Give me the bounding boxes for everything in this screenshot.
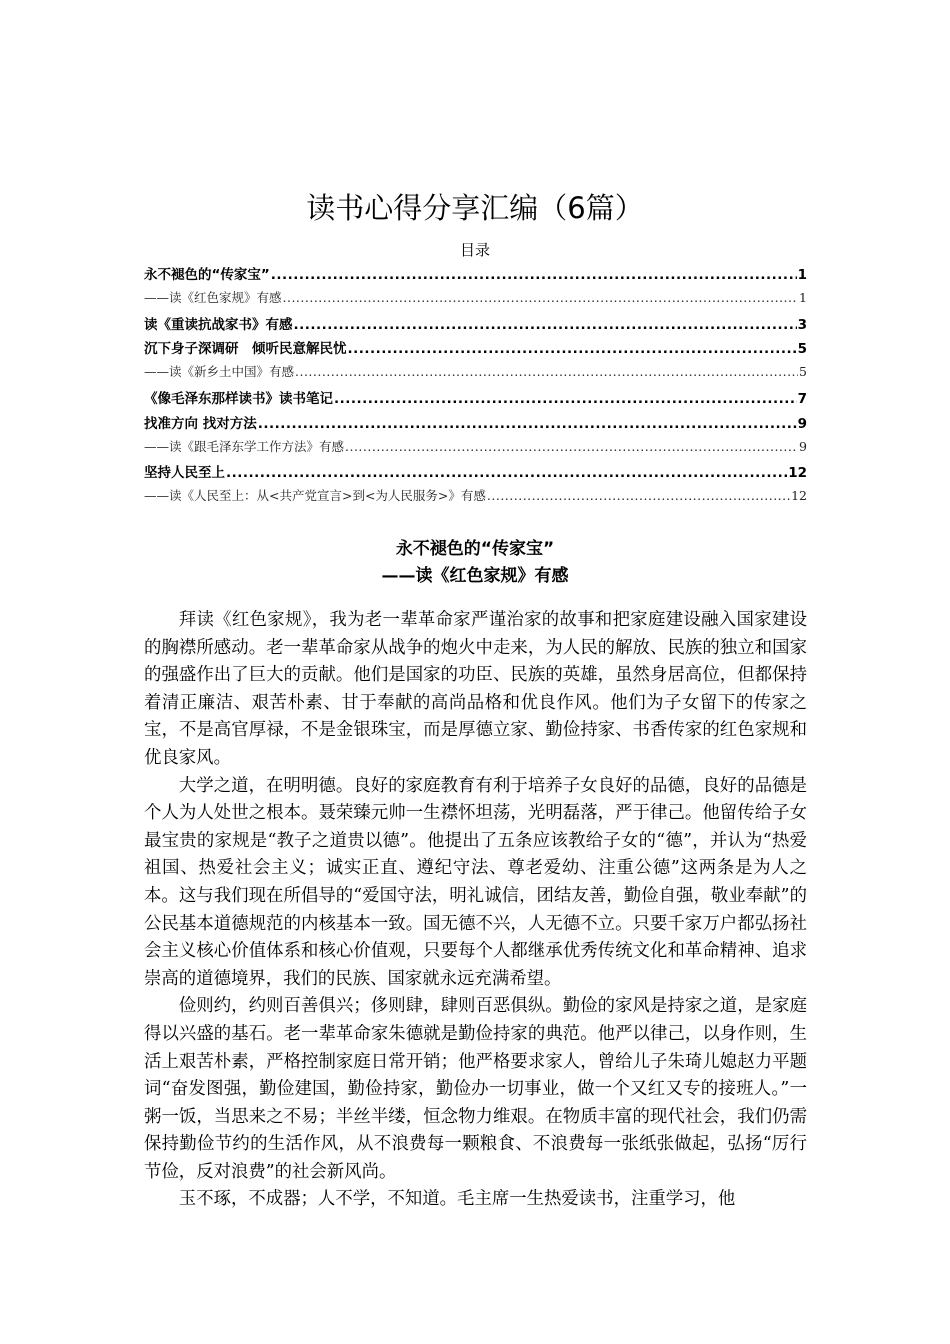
toc-entry[interactable] [144, 486, 807, 511]
toc-dot-leader [294, 317, 797, 333]
toc-entry[interactable] [144, 387, 807, 412]
toc-dot-leader [334, 391, 797, 407]
toc-entry[interactable] [144, 437, 807, 462]
toc-page-number: 5 [799, 364, 807, 380]
table-of-contents [144, 263, 807, 511]
article-body [144, 607, 807, 1214]
toc-page-number: 1 [799, 289, 807, 305]
toc-page-number: 12 [791, 488, 807, 504]
body-paragraph: 玉不琢，不成器；人不学，不知道。毛主席一生热爱读书，注重学习，他 [178, 1189, 736, 1210]
toc-entry[interactable] [144, 412, 807, 437]
toc-page-number: 1 [797, 267, 807, 283]
toc-entry-title: ——读《人民至上：从<共产党宣言>到<为人民服务>》有感 [144, 488, 486, 504]
toc-dot-leader [226, 465, 787, 481]
toc-dot-leader [283, 290, 799, 305]
toc-entry-title: 读《重读抗战家书》有感 [144, 316, 293, 333]
article-subtitle: ——读《红色家规》有感 [381, 566, 569, 586]
toc-dot-leader [348, 341, 797, 357]
toc-dot-leader [487, 488, 790, 503]
toc-entry-title: 找准方向 找对方法 [144, 415, 257, 432]
toc-entry[interactable] [144, 362, 807, 387]
toc-entry-title: 坚持人民至上 [144, 465, 225, 482]
toc-entry[interactable] [144, 263, 807, 288]
toc-dot-leader [295, 364, 798, 379]
document-title: 读书心得分享汇编（6篇） [306, 191, 644, 225]
toc-entry-title: ——读《跟毛泽东学工作方法》有感 [144, 438, 345, 454]
body-paragraph: 俭则约，约则百善俱兴；侈则肆，肆则百恶俱纵。勤俭的家风是持家之道，是家庭得以兴盛的基石。老一辈革命家朱德就是勤俭持家的典范。他严以律己，以身作则，生活上艰苦朴素，严格控制家庭日常开销；他严格要求家人，曾给儿子朱琦儿媳赵力平题词“奋发图强，勤俭建国，勤俭持家，勤俭办一切事业，做一个又红又专的接班人。”一粥一饭，当思来之不易；半丝半缕，恒念物力维艰。在物质丰富的现代社会，我们仍需保持勤俭节约的生活作风，从不浪费每一颗粮食、不浪费每一张纸张做起，弘扬“厉行节俭，反对浪费”的社会新风尚。 [144, 996, 807, 1182]
body-paragraph: 大学之道，在明明德。良好的家庭教育有利于培养子女良好的品德，良好的品德是个人为人处世之根本。聂荣臻元帅一生襟怀坦荡，光明磊落，严于律己。他留传给子女最宝贵的家规是“教子之道贵以德”。他提出了五条应该教给子女的“德”，并认为“热爱祖国、热爱社会主义；诚实正直、遵纪守法、尊老爱幼、注重公德”这两条是为人之本。这与我们现在所倡导的“爱国守法，明礼诚信，团结友善，勤俭自强，敬业奉献”的公民基本道德规范的内核基本一致。国无德不兴，人无德不立。只要千家万户都弘扬社会主义核心价值体系和核心价值观，只要每个人都继承优秀传统文化和革命精神、追求崇高的道德境界，我们的民族、国家就永远充满希望。 [144, 775, 807, 989]
toc-entry-title: ——读《新乡土中国》有感 [144, 364, 295, 380]
toc-entry[interactable] [144, 461, 807, 486]
toc-dot-leader [271, 267, 797, 283]
toc-page-number: 12 [788, 465, 807, 482]
toc-entry[interactable] [144, 313, 807, 338]
toc-dot-leader [258, 416, 797, 432]
toc-page-number: 7 [797, 390, 807, 407]
body-paragraph: 拜读《红色家规》，我为老一辈革命家严谨治家的故事和把家庭建设融入国家建设的胸襟所感动。老一辈革命家从战争的炮火中走来，为人民的解放、民族的独立和国家的强盛作出了巨大的贡献。他们是国家的功臣、民族的英雄，虽然身居高位，但都保持着清正廉洁、艰苦朴素、甘于奉献的高尚品格和优良作风。他们为子女留下的传家之宝，不是高官厚禄，不是金银珠宝，而是厚德立家、勤俭持家、书香传家的红色家规和优良家风。 [144, 610, 807, 768]
toc-dot-leader [345, 439, 798, 454]
toc-entry-title: 《像毛泽东那样读书》读书笔记 [144, 390, 333, 407]
toc-entry[interactable] [144, 288, 807, 313]
toc-entry-title: 永不褪色的“传家宝” [144, 267, 270, 283]
toc-page-number: 5 [797, 341, 807, 358]
toc-entry[interactable] [144, 337, 807, 362]
toc-entry-title: 沉下身子深调研 倾听民意解民忧 [144, 341, 347, 358]
toc-heading: 目录 [459, 241, 490, 259]
toc-page-number: 9 [799, 438, 807, 454]
toc-entry-title: ——读《红色家规》有感 [144, 289, 282, 305]
article-title: 永不褪色的“传家宝” [395, 539, 555, 559]
toc-page-number: 3 [797, 316, 807, 333]
toc-page-number: 9 [797, 415, 807, 432]
